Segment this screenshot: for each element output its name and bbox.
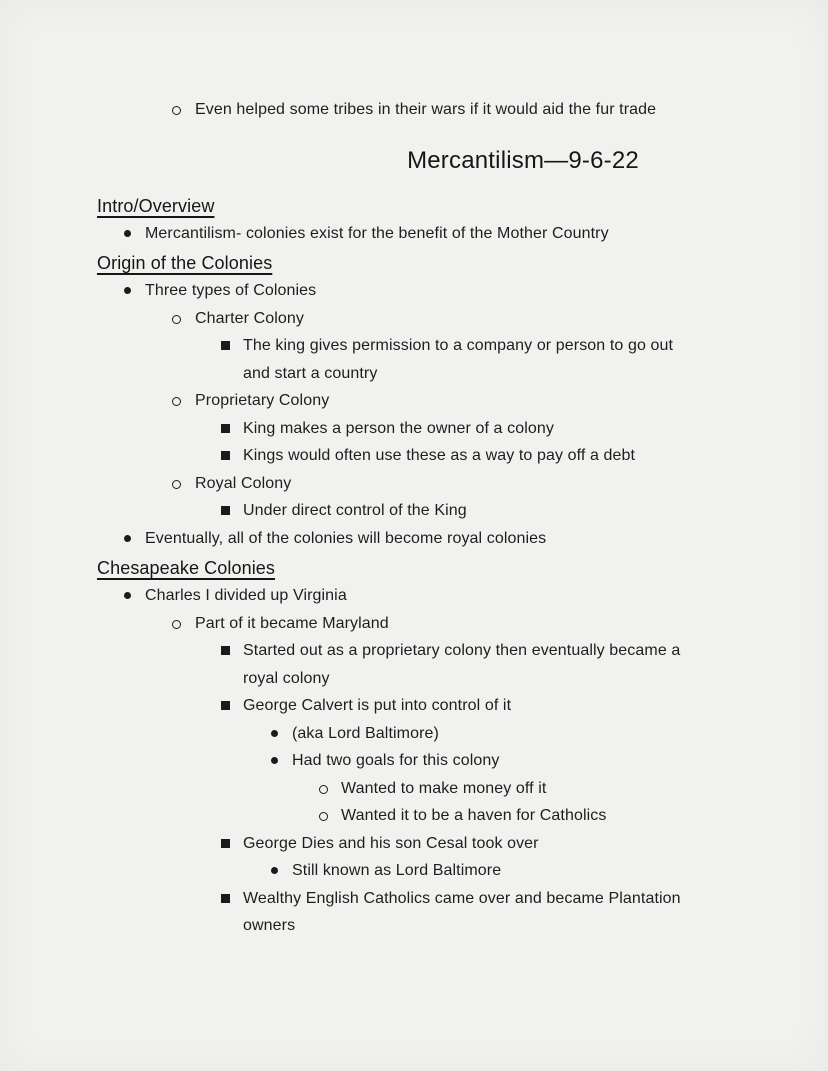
bullet-circle-icon	[172, 480, 181, 489]
list-item-text: Eventually, all of the colonies will become royal colonies	[145, 529, 547, 547]
bullet-circle-icon	[172, 106, 181, 115]
bullet-disc-icon	[124, 287, 131, 294]
list-item	[0, 525, 828, 553]
list-item-text: Royal Colony	[195, 474, 292, 492]
list-item-text: Started out as a proprietary colony then eventually became a	[243, 642, 681, 659]
list-item-text: Proprietary Colony	[195, 392, 330, 409]
list-item-text: Three types of Colonies	[145, 282, 317, 299]
list-item	[0, 470, 828, 498]
list-item-text: Under direct control of the King	[243, 502, 467, 519]
page-title	[0, 144, 828, 178]
bullet-circle-icon	[319, 785, 328, 794]
bullet-circle-icon	[172, 620, 181, 629]
list-item-text: King makes a person the owner of a colony	[243, 419, 554, 437]
bullet-disc-icon	[124, 592, 131, 599]
bullet-disc-icon	[271, 757, 278, 764]
section-heading-text: Chesapeake Colonies	[97, 558, 276, 578]
list-item-text: Mercantilism- colonies exist for the benefit of the Mother Country	[145, 224, 609, 242]
list-item	[0, 637, 828, 665]
list-item-continuation	[0, 360, 828, 388]
list-item	[0, 775, 828, 803]
list-item	[0, 96, 828, 124]
bullet-square-icon	[221, 839, 230, 848]
list-item-text: Part of it became Maryland	[195, 614, 389, 632]
list-item	[0, 220, 828, 248]
bullet-square-icon	[221, 451, 230, 460]
list-item	[0, 332, 828, 360]
bullet-disc-icon	[271, 867, 278, 874]
bullet-disc-icon	[124, 230, 131, 237]
list-item	[0, 857, 828, 885]
list-item-continuation	[0, 665, 828, 693]
section-heading-chesapeake-colonies	[0, 554, 828, 582]
list-item-continuation	[0, 912, 828, 940]
bullet-disc-icon	[124, 535, 131, 542]
list-item	[0, 387, 828, 415]
list-item-text: George Calvert is put into control of it	[243, 697, 512, 714]
list-item	[0, 720, 828, 748]
bullet-square-icon	[221, 506, 230, 515]
bullet-disc-icon	[271, 730, 278, 737]
list-item-text: George Dies and his son Cesal took over	[243, 834, 539, 852]
list-item	[0, 497, 828, 525]
list-item-text: Still known as Lord Baltimore	[292, 862, 502, 879]
list-item	[0, 415, 828, 443]
list-item	[0, 442, 828, 470]
list-item	[0, 802, 828, 830]
section-heading-text: Origin of the Colonies	[97, 253, 273, 273]
list-item	[0, 582, 828, 610]
list-item-text: Had two goals for this colony	[292, 752, 500, 769]
bullet-circle-icon	[172, 397, 181, 406]
page-title-text: Mercantilism—9-6-22	[407, 146, 639, 174]
section-heading-intro-overview	[0, 192, 828, 220]
list-item-text: Wealthy English Catholics came over and became Plantation	[243, 889, 681, 907]
bullet-square-icon	[221, 646, 230, 655]
list-item-text: Wanted it to be a haven for Catholics	[341, 807, 607, 824]
list-item	[0, 747, 828, 775]
list-item	[0, 692, 828, 720]
list-item	[0, 277, 828, 305]
list-item-text: Kings would often use these as a way to pay off a debt	[243, 447, 636, 464]
list-item	[0, 830, 828, 858]
list-item-text: Wanted to make money off it	[341, 779, 547, 797]
bullet-circle-icon	[319, 812, 328, 821]
list-item	[0, 305, 828, 333]
list-item-text: The king gives permission to a company or person to go out	[243, 337, 674, 354]
bullet-square-icon	[221, 341, 230, 350]
list-item	[0, 610, 828, 638]
list-item-text: Charter Colony	[195, 309, 305, 327]
list-item-text: owners	[243, 917, 296, 934]
list-item	[0, 885, 828, 913]
list-item-text: (aka Lord Baltimore)	[292, 724, 439, 742]
bullet-square-icon	[221, 894, 230, 903]
list-item-text: royal colony	[243, 669, 330, 687]
bullet-square-icon	[221, 701, 230, 710]
bullet-square-icon	[221, 424, 230, 433]
list-item-text: Even helped some tribes in their wars if it would aid the fur trade	[195, 101, 657, 118]
section-heading-origin-of-the-colonies	[0, 249, 828, 277]
list-item-text: and start a country	[243, 364, 378, 382]
bullet-circle-icon	[172, 315, 181, 324]
list-item-text: Charles I divided up Virginia	[145, 587, 347, 604]
section-heading-text: Intro/Overview	[97, 195, 215, 216]
